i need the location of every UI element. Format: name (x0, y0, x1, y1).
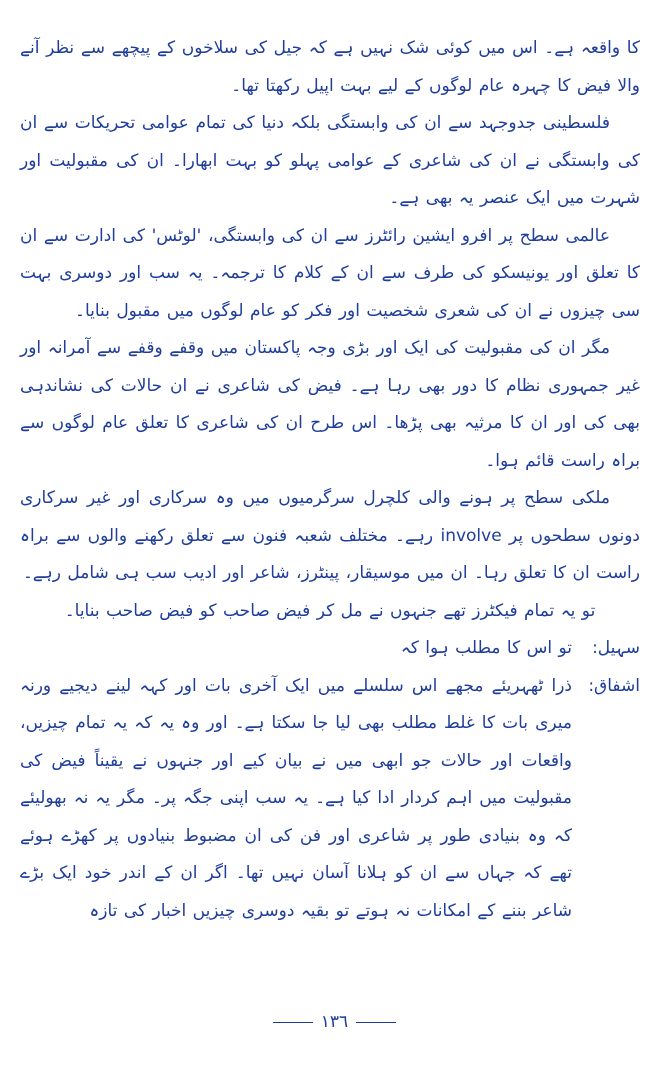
page-footer (0, 1012, 669, 1032)
footer-rule-left (273, 1022, 313, 1023)
footer-rule-right (356, 1022, 396, 1023)
paragraph-3: عالمی سطح پر افرو ایشین رائٹرز سے ان کی وابستگی، 'لوٹس' کی ادارت سے ان کا تعلق اور یونیسکو کی طرف سے ان کے کلام کا ترجمہ۔ یہ سب اور دوسری بہت سی چیزوں نے ان کی شعری شخصیت اور فکر کو عام لوگوں میں مقبول بنایا۔ (20, 225, 640, 321)
summary-line: تو یہ تمام فیکٹرز تھے جنہوں نے مل کر فیض صاحب کو فیض صاحب بنایا۔ (64, 600, 596, 621)
speech-text: ذرا ٹھہریئے مجھے اس سلسلے میں ایک آخری بات اور کہہ لینے دیجیے ورنہ میری بات کا غلط مطلب بھی لیا جا سکتا ہے۔ اور وہ یہ کہ یہ تمام چیزیں، واقعات اور حالات جو ابھی میں نے بیان کیے اور جنہوں نے یقیناً فیض کی مقبولیت میں اہم کردار ادا کیا ہے۔ یہ سب اپنی جگہ پر۔ مگر یہ نہ بھولیئے کہ وہ بنیادی طور پر شاعری اور فن کی ان مضبوط بنیادوں پر کھڑے ہوئے تھے کہ جہاں سے ان کو ہلانا آسان نہیں تھا۔ اگر ان کے اندر خود ایک بڑے شاعر بننے کے امکانات نہ ہوتے تو بقیہ دوسری چیزیں اخبار کی تازہ (20, 675, 572, 921)
paragraph-4: مگر ان کی مقبولیت کی ایک اور بڑی وجہ پاکستان میں وقفے وقفے سے آمرانہ اور غیر جمہوری نظام کا دور بھی رہا ہے۔ فیض کی شاعری نے ان حالات کی نشاندہی بھی کی اور ان کا مرثیہ بھی پڑھا۔ اس طرح ان کی شاعری کا تعلق عام لوگوں سے براہ راست قائم ہوا۔ (20, 338, 640, 471)
speech-text: تو اس کا مطلب ہوا کہ (400, 638, 572, 658)
paragraph-5-part-1: ملکی سطح پر ہونے والی کلچرل سرگرمیوں میں وہ سرکاری اور غیر سرکاری دونوں سطحوں پر (20, 488, 640, 546)
page-body (20, 30, 640, 930)
dialogue-entry-ashfaq (20, 668, 640, 931)
page-number: ١٣٦ (320, 1012, 349, 1032)
english-term-involve: involve (440, 525, 502, 546)
paragraph-2: فلسطینی جدوجہد سے ان کی وابستگی بلکہ دنیا کی تمام عوامی تحریکات سے ان کی وابستگی نے ان کی شاعری کے عوامی پہلو کو بہت ابھارا۔ ان کی مقبولیت اور شہرت میں ایک عنصر یہ بھی ہے۔ (20, 113, 640, 208)
speaker-name: اشفاق: (588, 675, 640, 696)
paragraph-1: کا واقعہ ہے۔ اس میں کوئی شک نہیں ہے کہ جیل کی سلاخوں کے پیچھے سے نظر آنے والا فیض کا چہرہ عام لوگوں کے لیے بہت اپیل رکھتا تھا۔ (20, 38, 640, 96)
dialogue-entry-suhail (20, 630, 640, 668)
speaker-name: سہیل: (592, 638, 640, 658)
paragraph-5-part-2: رہے۔ مختلف شعبہ فنون سے تعلق رکھنے والوں سے براہ راست ان کا تعلق رہا۔ ان میں موسیقار، پینٹرز، شاعر اور ادیب سب ہی شامل رہے۔ (20, 525, 640, 583)
paragraph-5 (20, 480, 640, 593)
